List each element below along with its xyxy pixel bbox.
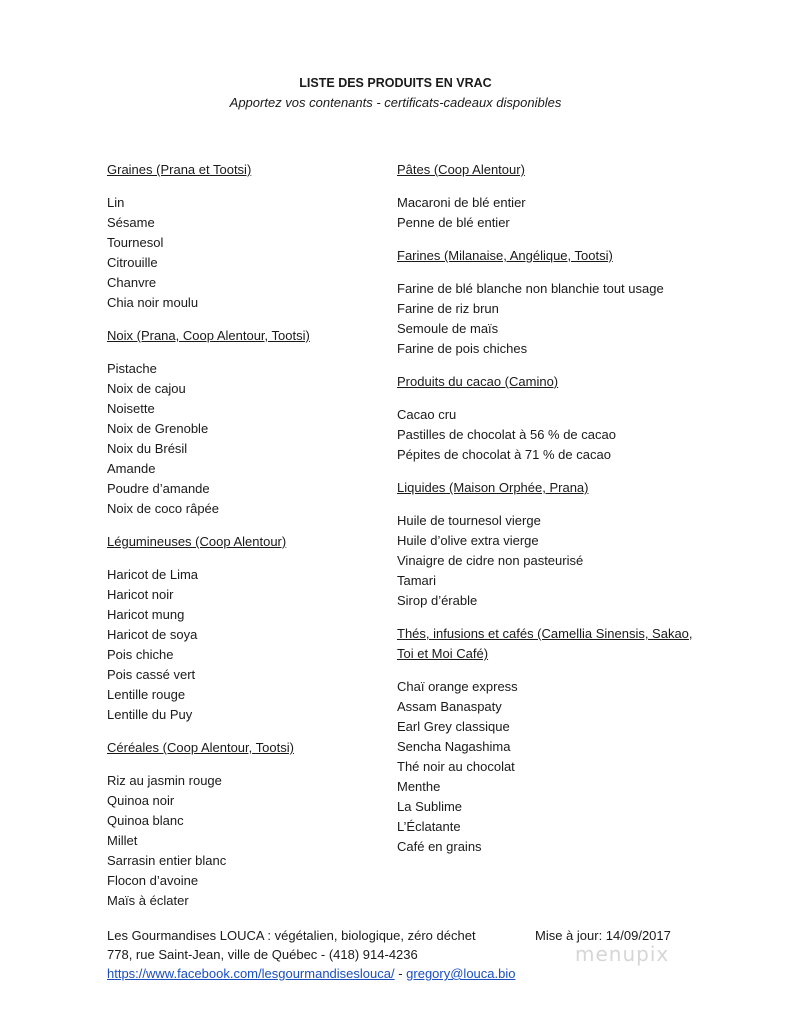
- list-item: Pois cassé vert: [107, 667, 196, 682]
- section-liquides: [397, 478, 717, 611]
- section-noix: [107, 326, 387, 519]
- section-heading: Graines (Prana et Tootsi): [107, 162, 252, 177]
- list-item: Poudre d’amande: [107, 481, 210, 496]
- list-item: Maïs à éclater: [107, 893, 189, 908]
- list-item: Noix de coco râpée: [107, 501, 220, 516]
- list-item: Pépites de chocolat à 71 % de cacao: [397, 447, 611, 462]
- list-item: Pois chiche: [107, 647, 174, 662]
- list-item: Quinoa blanc: [107, 813, 184, 828]
- document-title: LISTE DES PRODUITS EN VRAC: [299, 76, 492, 90]
- list-item: Pastilles de chocolat à 56 % de cacao: [397, 427, 616, 442]
- section-heading: Céréales (Coop Alentour, Tootsi): [107, 740, 294, 755]
- item-list: [397, 193, 717, 233]
- list-item: Lentille rouge: [107, 687, 186, 702]
- list-item: Haricot de soya: [107, 627, 198, 642]
- list-item: Menthe: [397, 779, 441, 794]
- section-heading-line1: Thés, infusions et cafés (Camellia Sinensis, Sakao,: [397, 626, 693, 641]
- update-date: Mise à jour: 14/09/2017: [535, 928, 671, 943]
- list-item: Farine de pois chiches: [397, 341, 528, 356]
- email-link[interactable]: gregory@louca.bio: [406, 966, 516, 981]
- section-heading-line2: Toi et Moi Café): [397, 646, 489, 661]
- list-item: Farine de blé blanche non blanchie tout usage: [397, 281, 664, 296]
- item-list: [397, 677, 717, 857]
- section-heading: Farines (Milanaise, Angélique, Tootsi): [397, 248, 613, 263]
- item-list: [107, 359, 387, 519]
- section-heading: Légumineuses (Coop Alentour): [107, 534, 287, 549]
- item-list: [107, 771, 387, 911]
- section-heading: [397, 624, 717, 664]
- list-item: Assam Banaspaty: [397, 699, 502, 714]
- list-item: Noisette: [107, 401, 155, 416]
- list-item: Pistache: [107, 361, 157, 376]
- section-heading: Liquides (Maison Orphée, Prana): [397, 480, 589, 495]
- list-item: Sencha Nagashima: [397, 739, 511, 754]
- list-item: Penne de blé entier: [397, 215, 510, 230]
- list-item: Quinoa noir: [107, 793, 175, 808]
- footer-links: [107, 964, 687, 983]
- list-item: Lin: [107, 195, 125, 210]
- item-list: [107, 565, 387, 725]
- list-item: Haricot noir: [107, 587, 174, 602]
- list-item: Earl Grey classique: [397, 719, 510, 734]
- section-cacao: [397, 372, 717, 465]
- list-item: Cacao cru: [397, 407, 457, 422]
- item-list: [397, 511, 717, 611]
- section-heading: Produits du cacao (Camino): [397, 374, 559, 389]
- list-item: Millet: [107, 833, 138, 848]
- list-item: Huile d’olive extra vierge: [397, 533, 539, 548]
- item-list: [397, 279, 717, 359]
- section-legumineuses: [107, 532, 387, 725]
- list-item: Café en grains: [397, 839, 482, 854]
- list-item: Thé noir au chocolat: [397, 759, 515, 774]
- list-item: Lentille du Puy: [107, 707, 193, 722]
- list-item: Macaroni de blé entier: [397, 195, 526, 210]
- item-list: [397, 405, 717, 465]
- list-item: Haricot de Lima: [107, 567, 199, 582]
- list-item: Sirop d’érable: [397, 593, 478, 608]
- list-item: Semoule de maïs: [397, 321, 499, 336]
- list-item: Vinaigre de cidre non pasteurisé: [397, 553, 584, 568]
- list-item: Chia noir moulu: [107, 295, 199, 310]
- business-description: Les Gourmandises LOUCA : végétalien, biologique, zéro déchet: [107, 928, 476, 943]
- list-item: Tournesol: [107, 235, 164, 250]
- section-thes: [397, 624, 717, 857]
- list-item: Sarrasin entier blanc: [107, 853, 227, 868]
- list-item: Riz au jasmin rouge: [107, 773, 222, 788]
- section-heading: Noix (Prana, Coop Alentour, Tootsi): [107, 328, 310, 343]
- document-subtitle: Apportez vos contenants - certificats-cadeaux disponibles: [229, 95, 562, 110]
- list-item: Noix du Brésil: [107, 441, 188, 456]
- section-cereales: [107, 738, 387, 911]
- menupix-watermark: menupix: [575, 942, 670, 966]
- facebook-link[interactable]: https://www.facebook.com/lesgourmandiseslouca/: [107, 966, 395, 981]
- list-item: Flocon d’avoine: [107, 873, 199, 888]
- list-item: Sésame: [107, 215, 155, 230]
- list-item: Chaï orange express: [397, 679, 518, 694]
- list-item: Noix de Grenoble: [107, 421, 209, 436]
- item-list: [107, 193, 387, 313]
- footer-address: 778, rue Saint-Jean, ville de Québec - (418) 914-4236: [107, 947, 418, 962]
- section-farines: [397, 246, 717, 359]
- section-heading: Pâtes (Coop Alentour): [397, 162, 525, 177]
- list-item: Citrouille: [107, 255, 158, 270]
- list-item: Tamari: [397, 573, 437, 588]
- right-column: [397, 160, 717, 870]
- list-item: Amande: [107, 461, 156, 476]
- section-pates: [397, 160, 717, 233]
- list-item: La Sublime: [397, 799, 463, 814]
- section-graines: [107, 160, 387, 313]
- left-column: [107, 160, 387, 924]
- list-item: Chanvre: [107, 275, 157, 290]
- list-item: Huile de tournesol vierge: [397, 513, 541, 528]
- list-item: Haricot mung: [107, 607, 185, 622]
- link-separator: -: [394, 966, 407, 981]
- list-item: L’Éclatante: [397, 819, 461, 834]
- list-item: Noix de cajou: [107, 381, 186, 396]
- list-item: Farine de riz brun: [397, 301, 499, 316]
